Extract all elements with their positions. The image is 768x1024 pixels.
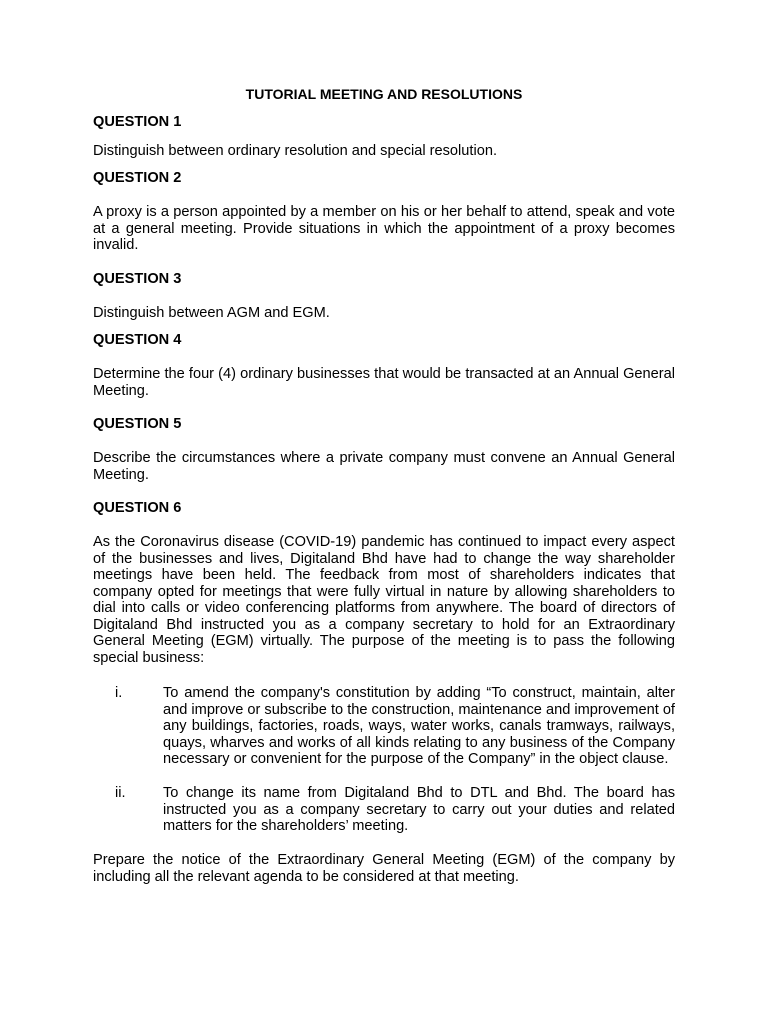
question-1-text: Distinguish between ordinary resolution and special resolution. xyxy=(93,143,497,159)
question-2-text: A proxy is a person appointed by a member on his or her behalf to attend, speak and vote at a general meeting. Provide situations in which the appointment of a proxy becomes invalid. xyxy=(93,204,675,253)
list-item-text: To change its name from Digitaland Bhd to DTL and Bhd. The board has instructed you as a company secretary to carry out your duties and related matters for the shareholders’ meeting. xyxy=(163,785,675,834)
question-6-text: As the Coronavirus disease (COVID-19) pandemic has continued to impact every aspect of the businesses and lives, Digitaland Bhd have had to change the way shareholder meetings have been held. The feedback from most of shareholders indicates that company opted for meetings that were fully virtual in nature by allowing shareholders to dial into calls or video conferencing platforms from anywhere. The board of directors of Digitaland Bhd instructed you as a company secretary to hold for an Extraordinary General Meeting (EGM) virtually. The purpose of the meeting is to pass the following special business: xyxy=(93,534,675,666)
question-3-text: Distinguish between AGM and EGM. xyxy=(93,305,330,321)
question-2-heading: QUESTION 2 xyxy=(93,170,182,186)
question-5-heading: QUESTION 5 xyxy=(93,416,182,432)
question-6-closing: Prepare the notice of the Extraordinary General Meeting (EGM) of the company by including all the relevant agenda to be considered at that meeting. xyxy=(93,852,675,885)
document-title: TUTORIAL MEETING AND RESOLUTIONS xyxy=(245,86,523,102)
question-4-heading: QUESTION 4 xyxy=(93,332,182,348)
question-4-text: Determine the four (4) ordinary businesses that would be transacted at an Annual General Meeting. xyxy=(93,366,675,399)
list-item-text: To amend the company's constitution by adding “To construct, maintain, alter and improve or subscribe to the construction, maintenance and improvement of any buildings, factories, roads, ways, water works, canals tramways, railways, quays, wharves and works of all kinds relating to any business of the Company necessary or convenient for the purpose of the Company” in the object clause. xyxy=(163,685,675,767)
question-1-heading: QUESTION 1 xyxy=(93,114,182,130)
list-item-number: ii. xyxy=(115,785,126,801)
list-item-number: i. xyxy=(115,685,123,701)
question-6-heading: QUESTION 6 xyxy=(93,500,182,516)
question-5-text: Describe the circumstances where a private company must convene an Annual General Meeting. xyxy=(93,450,675,483)
question-3-heading: QUESTION 3 xyxy=(93,271,182,287)
